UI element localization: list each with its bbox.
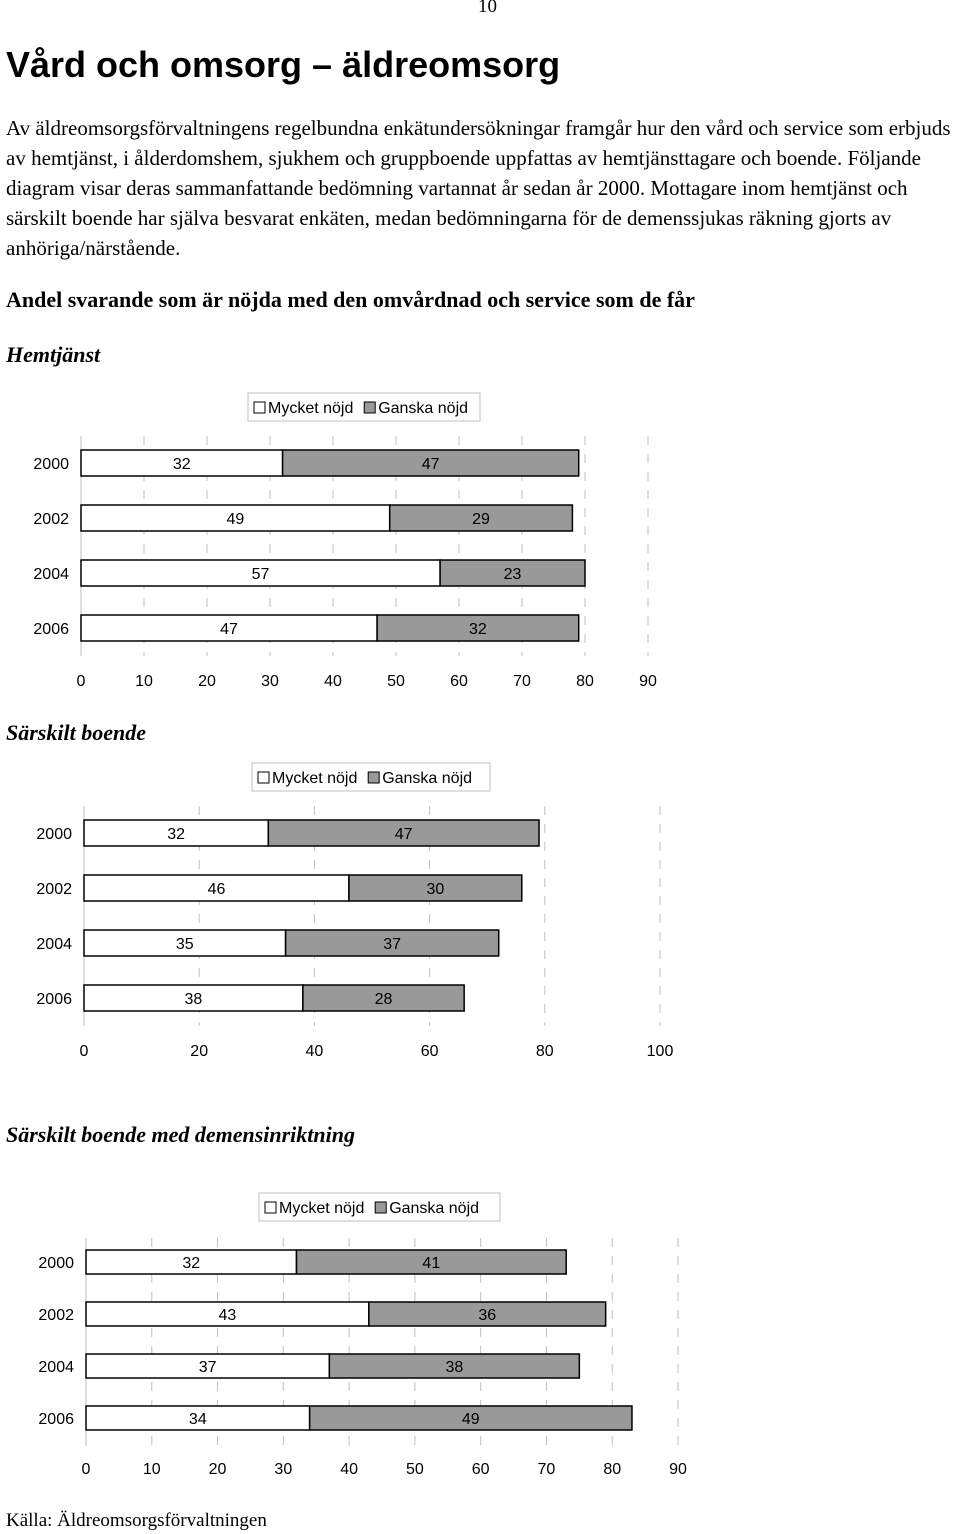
data-label: 47 (421, 456, 440, 473)
legend-swatch (258, 772, 269, 783)
legend-swatch (368, 772, 379, 783)
chart-legend (252, 763, 490, 791)
x-tick-label: 0 (79, 1043, 89, 1060)
x-tick-label: 20 (208, 1461, 227, 1478)
x-tick-label: 10 (135, 673, 153, 690)
category-label: 2004 (33, 566, 69, 583)
legend-label: Mycket nöjd (279, 1200, 365, 1217)
intro-paragraph: Av äldreomsorgsförvaltningens regelbundna enkätundersökningar framgår hur den vård och service som erbjuds av hemtjänst, i ålderdomshem, sjukhem och gruppboende uppfattas av hemtjänsttagare och boende. Följande diagram visar deras sammanfattande bedömning vartannat år sedan år 2000. Mottagare inom hemtjänst och särskilt boende har själva besvarat enkäten, medan bedömningarna för de demenssjukas räkning gjorts av anhöriga/närstående. (6, 116, 951, 260)
chart-legend (259, 1193, 500, 1221)
category-label: 2006 (33, 621, 69, 638)
data-label: 46 (207, 881, 226, 898)
data-label: 43 (218, 1307, 237, 1324)
chart-demensinriktning (0, 1190, 960, 1500)
data-label: 32 (172, 456, 191, 473)
source-note: Källa: Äldreomsorgsförvaltningen (6, 1510, 267, 1531)
x-tick-label: 10 (142, 1461, 161, 1478)
data-label: 47 (220, 621, 238, 638)
x-tick-label: 40 (305, 1043, 324, 1060)
x-tick-label: 70 (537, 1461, 556, 1478)
x-tick-label: 80 (535, 1043, 554, 1060)
x-tick-label: 40 (340, 1461, 359, 1478)
x-tick-label: 90 (669, 1461, 687, 1478)
data-label: 23 (503, 566, 522, 583)
chart-sarskilt-boende (0, 760, 960, 1080)
category-label: 2006 (38, 1411, 74, 1428)
data-label: 36 (478, 1307, 497, 1324)
legend-label: Mycket nöjd (272, 770, 358, 787)
data-label: 47 (394, 826, 413, 843)
x-tick-label: 100 (646, 1043, 674, 1060)
x-tick-label: 0 (81, 1461, 91, 1478)
x-tick-label: 70 (513, 673, 531, 690)
x-tick-label: 40 (324, 673, 342, 690)
category-label: 2000 (38, 1255, 74, 1272)
x-tick-label: 20 (198, 673, 216, 690)
x-tick-label: 60 (471, 1461, 490, 1478)
x-tick-label: 80 (603, 1461, 622, 1478)
legend-label: Ganska nöjd (389, 1200, 480, 1217)
legend-swatch (254, 402, 265, 413)
data-label: 38 (445, 1359, 464, 1376)
data-label: 30 (426, 881, 445, 898)
data-label: 37 (383, 936, 402, 953)
data-label: 57 (251, 566, 270, 583)
data-label: 34 (188, 1411, 207, 1428)
x-tick-label: 60 (420, 1043, 439, 1060)
chart-heading-hemtjanst: Hemtjänst (6, 342, 101, 367)
data-label: 49 (461, 1411, 480, 1428)
page-title: Vård och omsorg – äldreomsorg (6, 44, 561, 85)
data-label: 49 (226, 511, 245, 528)
category-label: 2002 (38, 1307, 74, 1324)
chart-hemtjanst (0, 390, 960, 710)
category-label: 2006 (36, 991, 72, 1008)
data-label: 32 (469, 621, 487, 638)
x-tick-label: 90 (639, 673, 657, 690)
data-label: 37 (198, 1359, 217, 1376)
category-label: 2004 (38, 1359, 74, 1376)
x-tick-label: 60 (450, 673, 468, 690)
legend-swatch (265, 1202, 276, 1213)
data-label: 32 (167, 826, 186, 843)
category-label: 2000 (33, 456, 69, 473)
data-label: 41 (422, 1255, 441, 1272)
page-number: 10 (478, 0, 497, 17)
x-tick-label: 30 (261, 673, 279, 690)
data-label: 32 (182, 1255, 201, 1272)
legend-swatch (364, 402, 375, 413)
category-label: 2004 (36, 936, 72, 953)
legend-label: Mycket nöjd (268, 400, 354, 417)
data-label: 35 (175, 936, 194, 953)
x-tick-label: 50 (387, 673, 405, 690)
category-label: 2002 (36, 881, 72, 898)
chart-heading-demensinriktning: Särskilt boende med demensinriktning (6, 1122, 355, 1147)
chart-heading-sarskilt-boende: Särskilt boende (6, 720, 146, 745)
legend-swatch (375, 1202, 386, 1213)
data-label: 29 (472, 511, 490, 528)
legend-label: Ganska nöjd (378, 400, 469, 417)
category-label: 2000 (36, 826, 72, 843)
chart-legend (248, 393, 480, 421)
section-heading: Andel svarande som är nöjda med den omvårdnad och service som de får (6, 287, 695, 312)
data-label: 28 (374, 991, 393, 1008)
x-tick-label: 0 (76, 673, 86, 690)
x-tick-label: 80 (576, 673, 594, 690)
legend-label: Ganska nöjd (382, 770, 473, 787)
data-label: 38 (184, 991, 203, 1008)
x-tick-label: 50 (405, 1461, 424, 1478)
x-tick-label: 30 (274, 1461, 293, 1478)
x-tick-label: 20 (190, 1043, 209, 1060)
category-label: 2002 (33, 511, 69, 528)
